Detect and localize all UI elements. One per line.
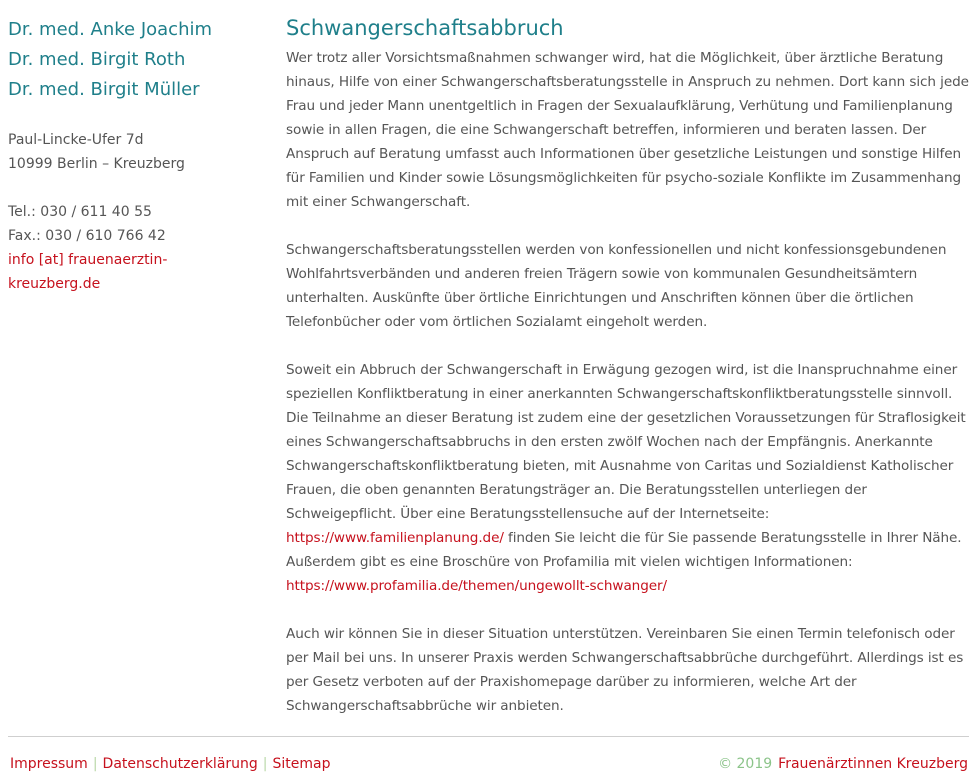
doctor-name: Dr. med. Birgit Müller [8, 79, 200, 100]
address-block [8, 128, 248, 176]
footer-copyright [718, 754, 968, 774]
address-city: 10999 Berlin – Kreuzberg [8, 156, 185, 172]
phone-number: Tel.: 030 / 611 40 55 [8, 204, 152, 220]
familienplanung-link[interactable]: https://www.familienplanung.de/ [286, 530, 504, 546]
paragraph-beratungsstellen: Schwangerschaftsberatungsstellen werden von konfessionellen und nicht konfessionsgebundenen Wohlfahrtsverbänden und anderen freien Trägern sowie von kommunalen Gesundheitsämtern unterhalten. Auskünfte über örtliche Einrichtungen und Anschriften können über die örtlichen Telefonbücher oder vom örtlichen Sozialamt eingeholt werden. [286, 242, 947, 330]
address-street: Paul-Lincke-Ufer 7d [8, 132, 144, 148]
footer-separator: | [262, 756, 268, 772]
paragraph-text: finden Sie leicht die für Sie passende Beratungsstelle in Ihrer Nähe. Außerdem gibt es eine Broschüre von Profamilia mit vielen wichtigen Informationen: [286, 530, 962, 570]
profamilia-link[interactable]: https://www.profamilia.de/themen/ungewollt-schwanger/ [286, 578, 667, 594]
paragraph-praxis: Auch wir können Sie in dieser Situation unterstützen. Vereinbaren Sie einen Termin telefonisch oder per Mail bei uns. In unserer Praxis werden Schwangerschaftsabbrüche durchgeführt. Allerdings ist es per Gesetz verboten auf der Praxishomepage darüber zu informieren, welche Art der Schwangerschaftsabbrüche wir anbieten. [286, 626, 964, 714]
email-link[interactable] [8, 252, 167, 292]
datenschutz-link[interactable]: Datenschutzerklärung [102, 756, 258, 772]
email-link-line1: info [at] frauenaerztin- [8, 252, 168, 268]
page-title: Schwangerschaftsabbruch [286, 16, 564, 40]
contact-block [8, 200, 248, 296]
main-content [286, 12, 971, 742]
brand-home-link[interactable]: Frauenärztinnen Kreuzberg [778, 756, 968, 772]
doctor-name: Dr. med. Anke Joachim [8, 19, 213, 40]
sidebar [8, 15, 248, 296]
footer-divider [8, 736, 969, 737]
footer-separator: | [92, 756, 98, 772]
email-link-line2: kreuzberg.de [8, 276, 101, 292]
doctor-name: Dr. med. Birgit Roth [8, 49, 186, 70]
impressum-link[interactable]: Impressum [10, 756, 88, 772]
footer-nav [10, 754, 331, 774]
fax-number: Fax.: 030 / 610 766 42 [8, 228, 166, 244]
copyright-text: © 2019 [718, 756, 773, 772]
sitemap-link[interactable]: Sitemap [272, 756, 331, 772]
paragraph-konfliktberatung [286, 358, 971, 598]
paragraph-beratung: Wer trotz aller Vorsichtsmaßnahmen schwanger wird, hat die Möglichkeit, über ärztliche Beratung hinaus, Hilfe von einer Schwangerschaftsberatungsstelle in Anspruch zu nehmen. Dort kann sich jede Frau und jeder Mann unentgeltlich in Fragen der Sexualaufklärung, Verhütung und Familienplanung sowie in allen Fragen, die eine Schwangerschaft betreffen, informieren und beraten lassen. Der Anspruch auf Beratung umfasst auch Informationen über gesetzliche Leistungen und sonstige Hilfen für Familien und Kinder sowie Lösungsmöglichkeiten für psycho-soziale Konflikte im Zusammenhang mit einer Schwangerschaft. [286, 50, 969, 210]
paragraph-text: Soweit ein Abbruch der Schwangerschaft in Erwägung gezogen wird, ist die Inanspruchnahme einer speziellen Konfliktberatung in einer anerkannten Schwangerschaftskonfliktberatungsstelle sinnvoll. Die Teilnahme an dieser Beratung ist zudem eine der gesetzlichen Voraussetzungen für Straflosigkeit eines Schwangerschaftsabbruchs in den ersten zwölf Wochen nach der Empfängnis. Anerkannte Schwangerschaftskonfliktberatung bieten, mit Ausnahme von Caritas und Sozialdienst Katholischer Frauen, die oben genannten Beratungsträger an. Die Beratungsstellen unterliegen der Schweigepflicht. Über eine Beratungsstellensuche auf der Internetseite: [286, 362, 966, 522]
